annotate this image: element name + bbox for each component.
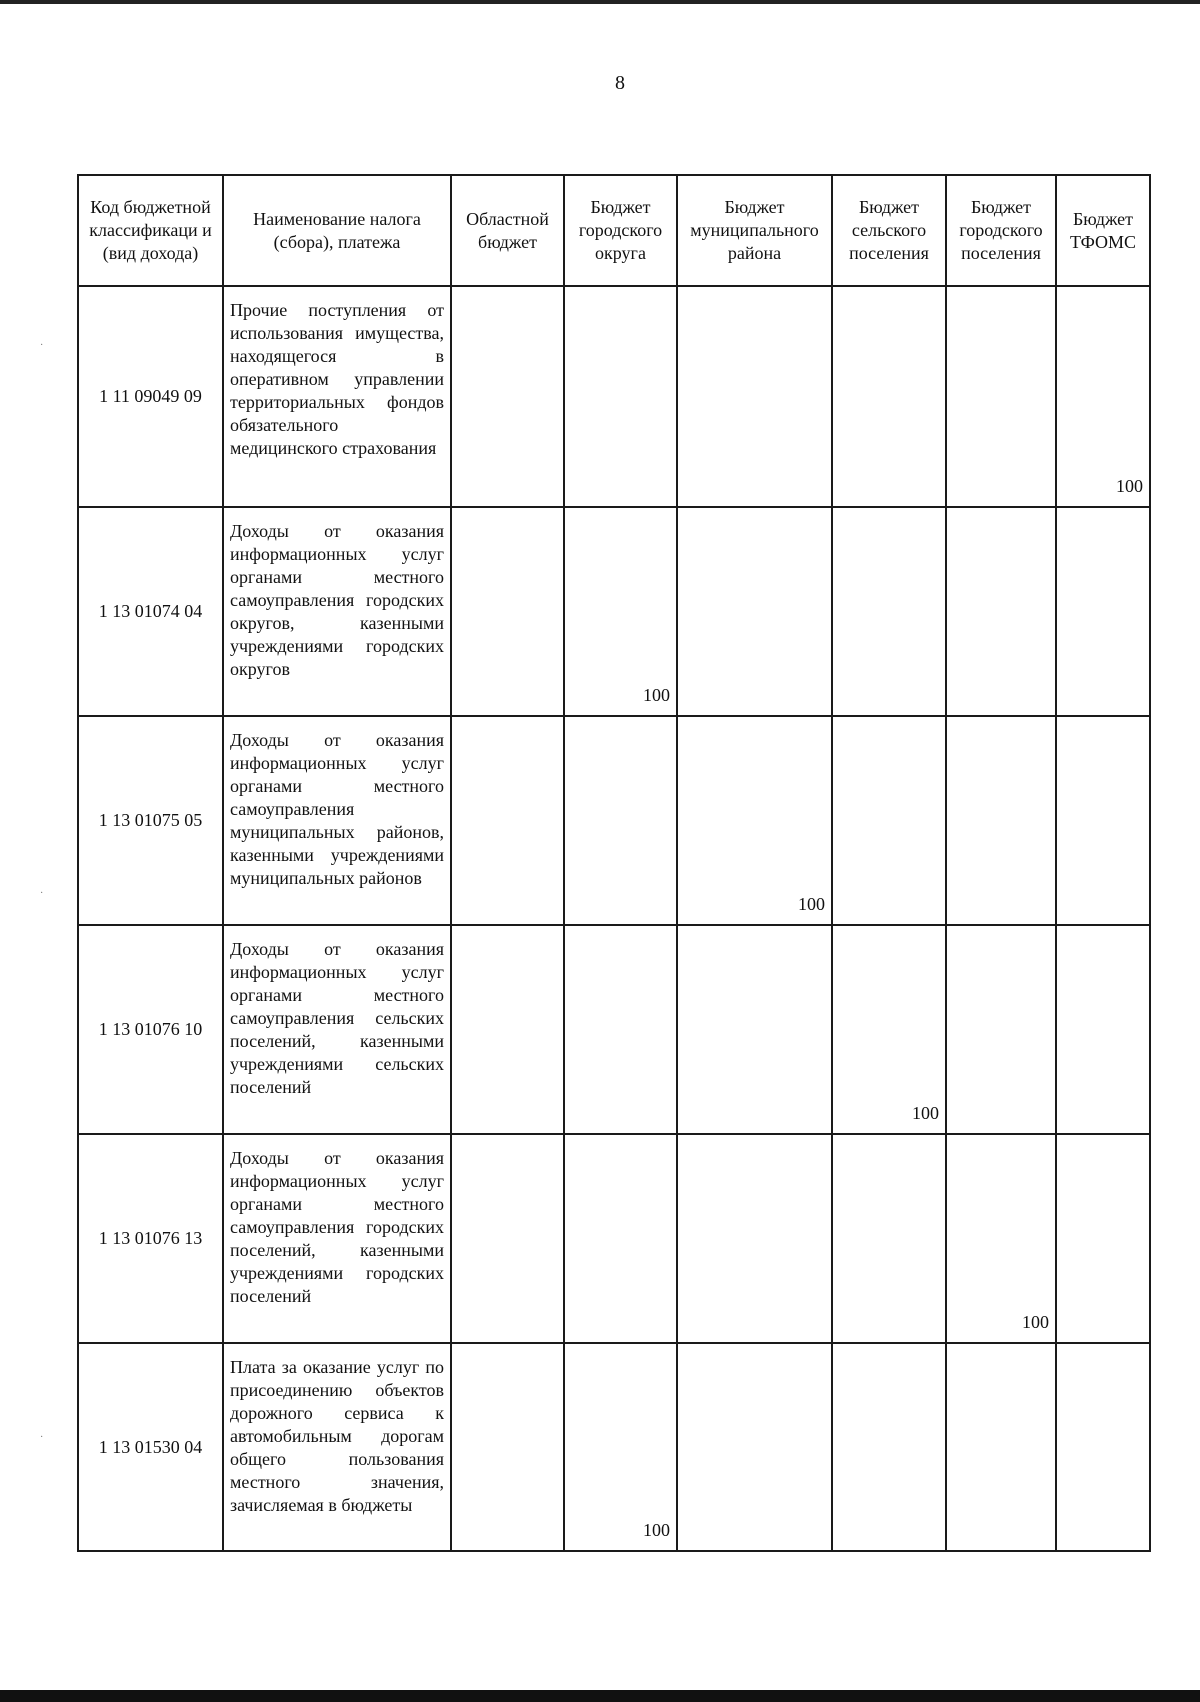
tfoms-budget-value: [1056, 925, 1150, 1134]
municipal-district-budget-value: [677, 286, 832, 507]
revenue-name: Доходы от оказания информационных услуг органами местного самоуправления городских округов, казенными учреждениями городских округов: [223, 507, 451, 716]
revenue-code: 1 13 01076 13: [78, 1134, 223, 1343]
scan-edge-bottom: [0, 1690, 1200, 1702]
header-municipal-district-budget: Бюджет муниципального района: [677, 175, 832, 286]
rural-settlement-budget-value: [832, 286, 946, 507]
header-regional-budget: Областной бюджет: [451, 175, 564, 286]
urban-settlement-budget-value: [946, 1343, 1056, 1551]
margin-mark: ·: [40, 888, 44, 899]
margin-mark: ·: [40, 340, 44, 351]
regional-budget-value: [451, 1343, 564, 1551]
tfoms-budget-value: [1056, 1134, 1150, 1343]
tfoms-budget-value: [1056, 507, 1150, 716]
rural-settlement-budget-value: [832, 507, 946, 716]
revenue-code: 1 13 01076 10: [78, 925, 223, 1134]
page-number: 8: [615, 72, 625, 94]
table-row: [78, 716, 1150, 925]
revenue-name: Плата за оказание услуг по присоединению объектов дорожного сервиса к автомобильным дорогам общего пользования местного значения, зачисляемая в бюджеты: [223, 1343, 451, 1551]
regional-budget-value: [451, 1134, 564, 1343]
margin-mark: ·: [40, 1432, 44, 1443]
table-row: [78, 1343, 1150, 1551]
revenue-code: 1 13 01074 04: [78, 507, 223, 716]
revenue-name: Доходы от оказания информационных услуг органами местного самоуправления сельских поселений, казенными учреждениями сельских поселений: [223, 925, 451, 1134]
header-rural-settlement-budget: Бюджет сельского поселения: [832, 175, 946, 286]
header-code: Код бюджетной классификаци и (вид дохода): [78, 175, 223, 286]
city-district-budget-value: 100: [564, 507, 677, 716]
header-name: Наименование налога (сбора), платежа: [223, 175, 451, 286]
table-row: [78, 925, 1150, 1134]
header-tfoms-budget: Бюджет ТФОМС: [1056, 175, 1150, 286]
urban-settlement-budget-value: [946, 286, 1056, 507]
rural-settlement-budget-value: [832, 1134, 946, 1343]
municipal-district-budget-value: [677, 925, 832, 1134]
budget-revenue-table: [77, 174, 1151, 1552]
revenue-name: Доходы от оказания информационных услуг органами местного самоуправления муниципальных районов, казенными учреждениями муниципальных районов: [223, 716, 451, 925]
table-row: [78, 1134, 1150, 1343]
urban-settlement-budget-value: 100: [946, 1134, 1056, 1343]
municipal-district-budget-value: [677, 1134, 832, 1343]
revenue-name: Прочие поступления от использования имущества, находящегося в оперативном управлении территориальных фондов обязательного медицинского страхования: [223, 286, 451, 507]
city-district-budget-value: 100: [564, 1343, 677, 1551]
city-district-budget-value: [564, 286, 677, 507]
regional-budget-value: [451, 925, 564, 1134]
tfoms-budget-value: 100: [1056, 286, 1150, 507]
municipal-district-budget-value: [677, 507, 832, 716]
rural-settlement-budget-value: 100: [832, 925, 946, 1134]
rural-settlement-budget-value: [832, 1343, 946, 1551]
table-row: [78, 286, 1150, 507]
regional-budget-value: [451, 716, 564, 925]
city-district-budget-value: [564, 925, 677, 1134]
header-urban-settlement-budget: Бюджет городского поселения: [946, 175, 1056, 286]
rural-settlement-budget-value: [832, 716, 946, 925]
revenue-code: 1 11 09049 09: [78, 286, 223, 507]
header-row: [78, 175, 1150, 286]
regional-budget-value: [451, 286, 564, 507]
revenue-code: 1 13 01530 04: [78, 1343, 223, 1551]
tfoms-budget-value: [1056, 1343, 1150, 1551]
urban-settlement-budget-value: [946, 716, 1056, 925]
revenue-code: 1 13 01075 05: [78, 716, 223, 925]
city-district-budget-value: [564, 716, 677, 925]
scan-edge-top: [0, 0, 1200, 4]
urban-settlement-budget-value: [946, 925, 1056, 1134]
header-city-district-budget: Бюджет городского округа: [564, 175, 677, 286]
municipal-district-budget-value: 100: [677, 716, 832, 925]
regional-budget-value: [451, 507, 564, 716]
table-row: [78, 507, 1150, 716]
urban-settlement-budget-value: [946, 507, 1056, 716]
city-district-budget-value: [564, 1134, 677, 1343]
tfoms-budget-value: [1056, 716, 1150, 925]
municipal-district-budget-value: [677, 1343, 832, 1551]
revenue-name: Доходы от оказания информационных услуг органами местного самоуправления городских поселений, казенными учреждениями городских поселений: [223, 1134, 451, 1343]
